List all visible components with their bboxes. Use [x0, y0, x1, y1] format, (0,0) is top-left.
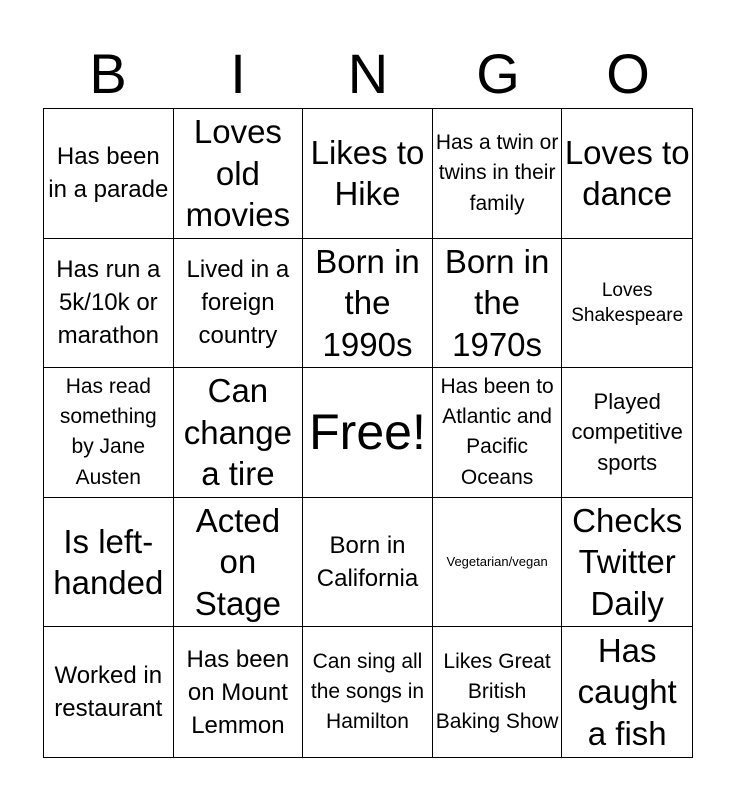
- bingo-cell[interactable]: [562, 109, 692, 239]
- bingo-cell-text: Free!: [309, 403, 426, 460]
- bingo-cell[interactable]: [433, 498, 563, 628]
- bingo-cell-text: Acted on Stage: [194, 501, 282, 622]
- bingo-cell[interactable]: [174, 627, 304, 757]
- bingo-cell-text: Has read something by Jane Austen: [59, 374, 157, 489]
- bingo-cell[interactable]: [562, 498, 692, 628]
- bingo-cell[interactable]: [303, 109, 433, 239]
- bingo-board: [43, 108, 693, 758]
- bingo-cell-text: Born in the 1990s: [315, 242, 420, 363]
- bingo-cell[interactable]: [562, 627, 692, 757]
- bingo-cell-text: Can sing all the songs in Hamilton: [310, 649, 425, 734]
- bingo-cell-text: Has been in a parade: [48, 143, 169, 204]
- bingo-cell[interactable]: [44, 368, 174, 498]
- bingo-cell[interactable]: [44, 239, 174, 369]
- bingo-cell-text: Has been to Atlantic and Pacific Oceans: [440, 374, 554, 489]
- bingo-cell[interactable]: [303, 498, 433, 628]
- bingo-header: [43, 40, 693, 108]
- bingo-cell[interactable]: [433, 368, 563, 498]
- bingo-cell[interactable]: [303, 627, 433, 757]
- bingo-cell-text: Can change a tire: [183, 372, 293, 493]
- bingo-cell-text: Born in the 1970s: [444, 242, 550, 363]
- bingo-cell-text: Born in California: [316, 531, 419, 593]
- bingo-cell-text: Played competitive sports: [571, 388, 683, 475]
- bingo-cell-text: Likes Great British Baking Show: [435, 649, 559, 734]
- bingo-cell-text: Loves Shakespeare: [571, 279, 684, 326]
- bingo-cell-text: Worked in restaurant: [54, 662, 163, 723]
- bingo-cell[interactable]: [303, 239, 433, 369]
- header-letter-i: I: [230, 42, 246, 105]
- bingo-cell[interactable]: [174, 239, 304, 369]
- bingo-cell[interactable]: [562, 368, 692, 498]
- bingo-cell-text: Has a twin or twins in their family: [435, 130, 559, 215]
- bingo-cell-text: Likes to Hike: [310, 133, 425, 213]
- bingo-cell-text: Has been on Mount Lemmon: [186, 645, 290, 739]
- bingo-cell-text: Has run a 5k/10k or marathon: [56, 256, 161, 350]
- bingo-cell[interactable]: [433, 239, 563, 369]
- bingo-cell-text: Vegetarian/vegan: [446, 553, 548, 569]
- bingo-cell[interactable]: [174, 368, 304, 498]
- bingo-cell-text: Loves old movies: [185, 112, 291, 234]
- bingo-cell[interactable]: [44, 498, 174, 628]
- header-letter-o: O: [606, 42, 650, 105]
- bingo-cell-text: Has caught a fish: [577, 631, 677, 752]
- bingo-cell[interactable]: [562, 239, 692, 369]
- bingo-cell[interactable]: [174, 109, 304, 239]
- bingo-cell-text: Lived in a foreign country: [186, 256, 290, 350]
- bingo-cell-text: Is left-handed: [53, 522, 164, 602]
- header-letter-g: G: [476, 42, 520, 105]
- bingo-cell-text: Checks Twitter Daily: [572, 501, 683, 622]
- bingo-cell[interactable]: [174, 498, 304, 628]
- bingo-cell[interactable]: [303, 368, 433, 498]
- bingo-cell[interactable]: [433, 109, 563, 239]
- bingo-cell[interactable]: [44, 109, 174, 239]
- bingo-cell-text: Loves to dance: [564, 133, 690, 213]
- bingo-cell[interactable]: [433, 627, 563, 757]
- header-letter-b: B: [89, 42, 127, 105]
- bingo-cell[interactable]: [44, 627, 174, 757]
- header-letter-n: N: [347, 42, 389, 105]
